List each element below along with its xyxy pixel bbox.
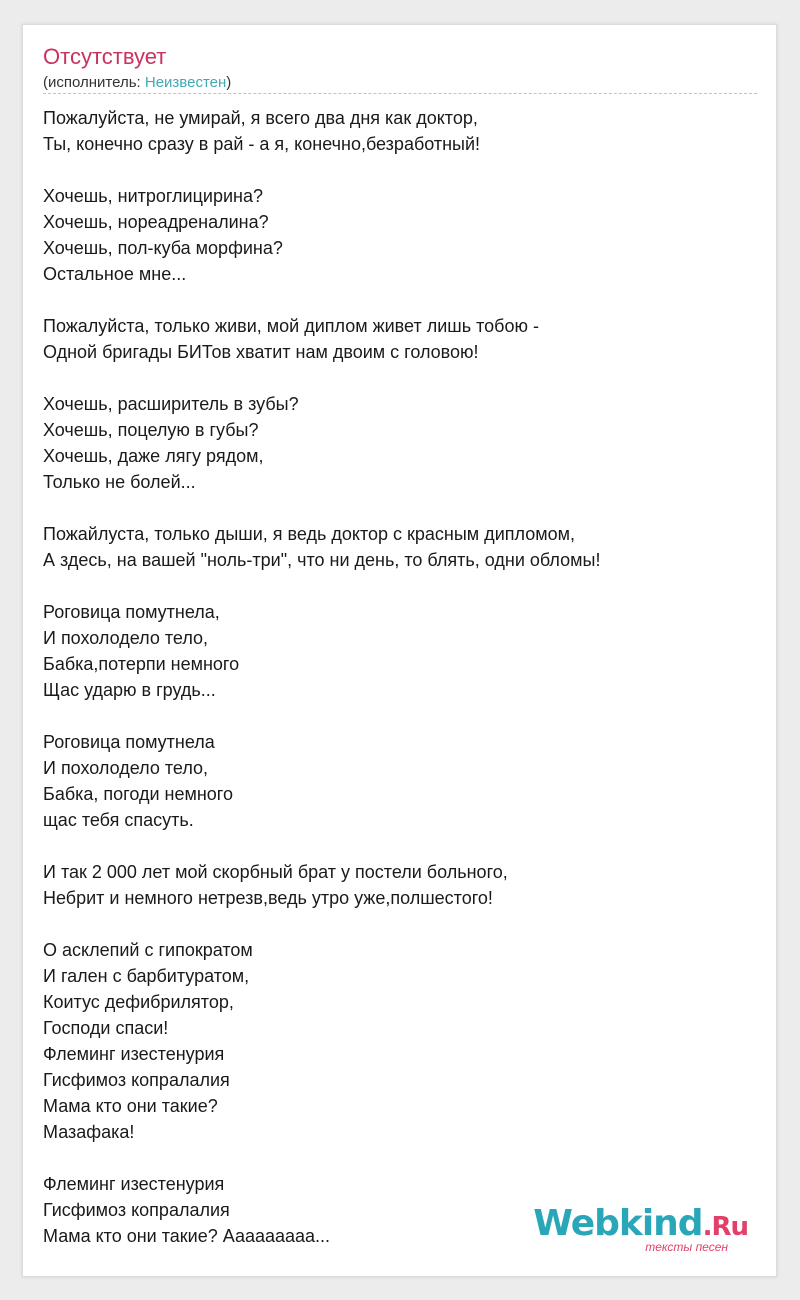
lyrics-blank-line <box>43 911 757 937</box>
lyrics-blank-line <box>43 287 757 313</box>
logo-brand-tld: Ru <box>711 1212 748 1242</box>
lyrics-blank-line <box>43 573 757 599</box>
title-divider <box>43 93 757 94</box>
lyrics-blank-line <box>43 365 757 391</box>
lyrics-line: Роговица помутнела, <box>43 602 220 622</box>
lyrics-text <box>43 105 757 1249</box>
logo-tagline: тексты песен <box>645 1240 728 1254</box>
lyrics-line: И так 2 000 лет мой скорбный брат у постели больного, <box>43 862 508 882</box>
lyrics-line: Только не болей... <box>43 472 196 492</box>
lyrics-line: щас тебя спасуть. <box>43 810 194 830</box>
lyrics-line: Хочешь, поцелую в губы? <box>43 420 259 440</box>
lyrics-line: Пожайлуста, только дыши, я ведь доктор с красным дипломом, <box>43 524 575 544</box>
song-title: Отсутствует <box>43 44 167 69</box>
lyrics-card <box>22 24 777 1277</box>
lyrics-line: Мама кто они такие? Ааааааааа... <box>43 1226 331 1246</box>
lyrics-blank-line <box>43 833 757 859</box>
artist-line <box>43 74 231 92</box>
lyrics-line: Роговица помутнела <box>43 732 215 752</box>
lyrics-line: Одной бригады БИТов хватит нам двоим с головою! <box>43 342 479 362</box>
lyrics-line: Господи спаси! <box>43 1018 169 1038</box>
lyrics-line: Ты, конечно сразу в рай - а я, конечно,безработный! <box>43 134 481 154</box>
lyrics-line: Гисфимоз копралалия <box>43 1070 230 1090</box>
lyrics-line: Флеминг изестенурия <box>43 1044 225 1064</box>
lyrics-line: О асклепий с гипократом <box>43 940 253 960</box>
lyrics-line: И похолодело тело, <box>43 758 209 778</box>
lyrics-line: Хочешь, расширитель в зубы? <box>43 394 299 414</box>
lyrics-line: Хочешь, нореадреналина? <box>43 212 269 232</box>
site-logo[interactable] <box>533 1205 748 1254</box>
lyrics-line: А здесь, на вашей "ноль-три", что ни день, то блять, одни обломы! <box>43 550 601 570</box>
lyrics-blank-line <box>43 1145 757 1171</box>
lyrics-line: Бабка,потерпи немного <box>43 654 240 674</box>
lyrics-line: Пожалуйста, только живи, мой диплом живет лишь тобою - <box>43 316 539 336</box>
lyrics-blank-line <box>43 157 757 183</box>
artist-prefix: (исполнитель: <box>43 74 145 91</box>
lyrics-line: Щас ударю в грудь... <box>43 680 216 700</box>
lyrics-blank-line <box>43 703 757 729</box>
logo-brand-dot: . <box>702 1212 712 1242</box>
lyrics-line: Хочешь, пол-куба морфина? <box>43 238 283 258</box>
artist-link[interactable]: Неизвестен <box>144 74 227 91</box>
lyrics-line: Бабка, погоди немного <box>43 784 233 804</box>
lyrics-line: Пожалуйста, не умирай, я всего два дня как доктор, <box>43 108 478 128</box>
lyrics-line: Флеминг изестенурия <box>43 1174 225 1194</box>
lyrics-line: Мама кто они такие? <box>43 1096 218 1116</box>
lyrics-line: Мазафака! <box>43 1122 135 1142</box>
artist-suffix: ) <box>226 74 232 91</box>
lyrics-line: И похолодело тело, <box>43 628 209 648</box>
logo-brand-main: Webkind <box>533 1203 703 1244</box>
lyrics-blank-line <box>43 495 757 521</box>
lyrics-line: Гисфимоз копралалия <box>43 1200 230 1220</box>
lyrics-line: Хочешь, даже лягу рядом, <box>43 446 264 466</box>
lyrics-line: И гален с барбитуратом, <box>43 966 250 986</box>
lyrics-line: Остальное мне... <box>43 264 187 284</box>
lyrics-line: Хочешь, нитроглицирина? <box>43 186 264 206</box>
lyrics-line: Коитус дефибрилятор, <box>43 992 234 1012</box>
lyrics-line: Небрит и немного нетрезв,ведь утро уже,полшестого! <box>43 888 493 908</box>
